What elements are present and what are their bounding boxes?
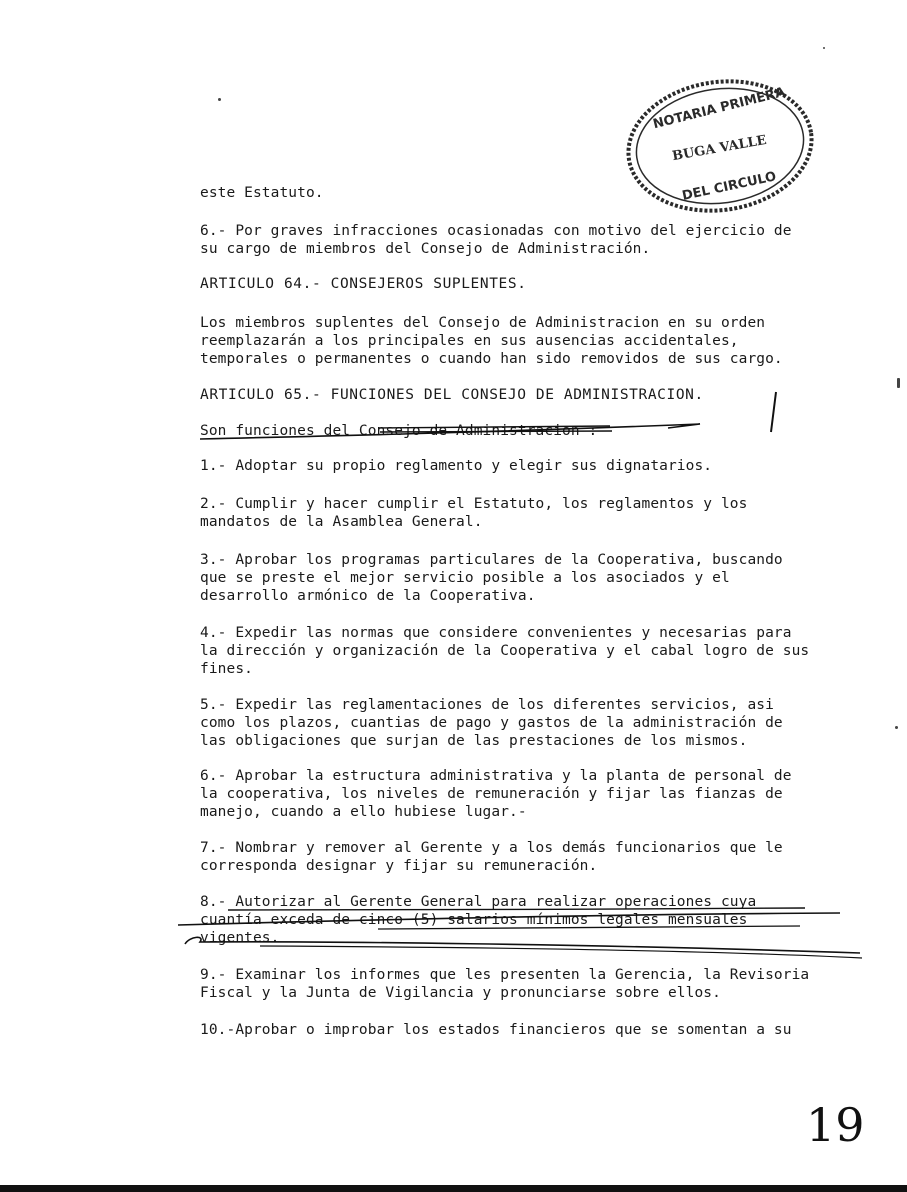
stamp-text-bottom: DEL CIRCULO xyxy=(680,169,778,204)
text-line: las obligaciones que surjan de las prestaciones de los mismos. xyxy=(200,733,748,749)
text-line: este Estatuto. xyxy=(200,185,324,201)
text-line: Fiscal y la Junta de Vigilancia y pronunciarse sobre ellos. xyxy=(200,985,721,1001)
text-line: corresponda designar y fijar su remuneración. xyxy=(200,858,598,874)
text-line: la dirección y organización de la Cooperativa y el cabal logro de sus xyxy=(200,643,810,659)
text-line: vigentes. xyxy=(200,930,280,946)
text-line: 8.- Autorizar al Gerente General para realizar operaciones cuya xyxy=(200,894,757,910)
text-line: que se preste el mejor servicio posible a los asociados y el xyxy=(200,570,730,586)
text-line: desarrollo armónico de la Cooperativa. xyxy=(200,588,536,604)
text-line: como los plazos, cuantias de pago y gastos de la administración de xyxy=(200,715,783,731)
text-line: su cargo de miembros del Consejo de Administración. xyxy=(200,241,651,257)
scan-speck xyxy=(823,47,825,49)
stamp-text-top: NOTARIA PRIMERA xyxy=(651,84,787,133)
notary-stamp xyxy=(622,72,818,220)
text-line: Los miembros suplentes del Consejo de Administracion en su orden xyxy=(200,315,766,331)
article-64-heading: ARTICULO 64.- CONSEJEROS SUPLENTES. xyxy=(200,276,527,292)
scan-speck xyxy=(895,726,898,729)
scan-edge xyxy=(0,1185,907,1192)
text-line: cuantía exceda de cinco (5) salarios mínimos legales mensuales xyxy=(200,912,748,928)
scan-speck xyxy=(897,378,900,388)
scan-speck xyxy=(218,98,221,101)
text-line: temporales o permanentes o cuando han sido removidos de sus cargo. xyxy=(200,351,783,367)
text-line: fines. xyxy=(200,661,253,677)
stamp-text-middle: BUGA VALLE xyxy=(671,132,768,165)
text-line: mandatos de la Asamblea General. xyxy=(200,514,483,530)
text-line: la cooperativa, los niveles de remuneración y fijar las fianzas de xyxy=(200,786,783,802)
text-line: Son funciones del Consejo de Administracion : xyxy=(200,423,598,439)
text-line: manejo, cuando a ello hubiese lugar.- xyxy=(200,804,527,820)
text-line: 7.- Nombrar y remover al Gerente y a los demás funcionarios que le xyxy=(200,840,783,856)
text-line: 1.- Adoptar su propio reglamento y elegir sus dignatarios. xyxy=(200,458,713,474)
article-65-heading: ARTICULO 65.- FUNCIONES DEL CONSEJO DE ADMINISTRACION. xyxy=(200,387,704,403)
text-line: reemplazarán a los principales en sus ausencias accidentales, xyxy=(200,333,739,349)
text-line: 6.- Aprobar la estructura administrativa y la planta de personal de xyxy=(200,768,792,784)
text-line: 5.- Expedir las reglamentaciones de los diferentes servicios, asi xyxy=(200,697,774,713)
text-line: 6.- Por graves infracciones ocasionadas con motivo del ejercicio de xyxy=(200,223,792,239)
text-line: 3.- Aprobar los programas particulares de la Cooperativa, buscando xyxy=(200,552,783,568)
text-line: 2.- Cumplir y hacer cumplir el Estatuto, los reglamentos y los xyxy=(200,496,748,512)
text-line: 9.- Examinar los informes que les presenten la Gerencia, la Revisoria xyxy=(200,967,810,983)
page-number: 19 xyxy=(806,1098,865,1152)
text-line: 10.-Aprobar o improbar los estados financieros que se somentan a su xyxy=(200,1022,792,1038)
text-line: 4.- Expedir las normas que considere convenientes y necesarias para xyxy=(200,625,792,641)
